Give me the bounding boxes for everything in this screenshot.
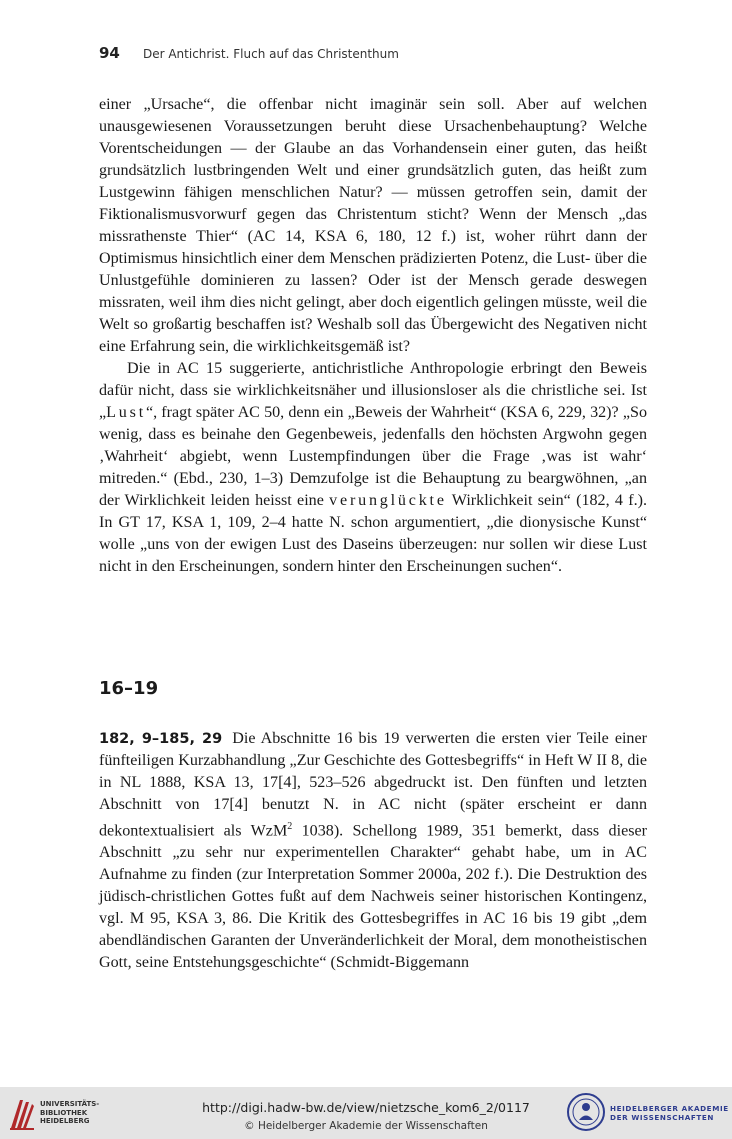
paragraph-2-part-c: Wirklichkeit sein“ (182, 4 f.). In GT 17, KSA 1, 109, 2–4 hatte N. schon argumentiert, „die dionysische Kunst“ wolle „uns von der ewigen Lust des Daseins überzeugen: nur sollen wir diese Lust nicht in den Erscheinungen, sondern hinter den Erscheinungen suchen“. xyxy=(99,492,647,575)
paragraph-2 xyxy=(99,358,647,578)
academy-logo[interactable] xyxy=(566,1092,729,1134)
source-url-link[interactable]: http://digi.hadw-bw.de/view/nietzsche_kom6_2/0117 xyxy=(202,1100,530,1115)
section-heading: 16–19 xyxy=(99,678,159,699)
edition-superscript: 2 xyxy=(287,821,293,832)
paragraph-1: einer „Ursache“, die offenbar nicht imaginär sein soll. Aber auf welchen unausgewiesenen Voraussetzungen beruht diese Ursachenbehauptung? Welche Vorentscheidungen — der Glaube an das Vorhandensein einer guten, das heißt grundsätzlich lustbringenden Welt und einer grundsätzlich guten, das heißt zum Lustgewinn fähigen menschlichen Natur? — müssen getroffen sein, damit der Fiktionalismusvorwurf gegen das Christentum sticht? Wenn der Mensch „das missrathenste Thier“ (AC 14, KSA 6, 180, 12 f.) ist, woher rührt dann der Optimismus hinsichtlich einer dem Menschen prädizierten Potenz, die Lust- über die Unlustgefühle dominieren zu lassen? Oder ist der Mensch gerade deswegen missraten, weil ihm dies nicht gelingt, aber doch eigentlich gelingen müsste, weil die Welt so großartig beschaffen ist? Weshalb soll das Übergewicht des Negativen nicht eine Erfahrung sein, die wirklichkeitsgemäß ist? xyxy=(99,96,647,355)
running-title: Der Antichrist. Fluch auf das Christenthum xyxy=(142,47,399,61)
page-header xyxy=(99,43,659,65)
paragraph-3 xyxy=(99,728,647,974)
footer-bar xyxy=(0,1087,732,1139)
academy-seal-icon xyxy=(566,1092,606,1132)
reference-lemma: 182, 9–185, 29 xyxy=(99,731,223,747)
page-number: 94 xyxy=(99,44,120,62)
main-text-top xyxy=(99,94,647,578)
main-text-bottom xyxy=(99,728,647,974)
emphasis-lust: Lust xyxy=(106,404,146,421)
paragraph-3-part-a: Die Abschnitte 16 bis 19 verwerten die ersten vier Teile einer fünfteiligen Kurzabhandlung „Zur Geschichte des Gottesbegriffs“ in Heft W II 8, die in NL 1888, KSA 13, 17[4], 523–526 abgedruckt ist. Den fünften und letzten Abschnitt von 17[4] benutzt N. in AC nicht (später erscheint er dann dekontextualisiert als WzM xyxy=(99,730,647,840)
emphasis-verunglueckte: verunglückte xyxy=(329,492,447,509)
library-name: UNIVERSITÄTS- BIBLIOTHEK HEIDELBERG xyxy=(40,1100,100,1125)
academy-name: HEIDELBERGER AKADEMIE DER WISSENSCHAFTEN xyxy=(610,1104,729,1122)
paragraph-2-part-b: “, fragt später AC 50, denn ein „Beweis der Wahrheit“ (KSA 6, 229, 32)? „So wenig, dass es beinahe den Gegenbeweis, jedenfalls den höchsten Argwohn gegen ‚Wahrheit‘ abgiebt, wenn Lustempfindungen über die Frage ‚was ist wahr‘ mitreden.“ (Ebd., 230, 1–3) Demzufolge ist die Behauptung zu beargwöhnen, „an der Wirklichkeit leiden heisst eine xyxy=(99,404,647,509)
copyright-notice: © Heidelberger Akademie der Wissenschaften xyxy=(244,1120,488,1132)
paragraph-2-part-a: Die in AC 15 suggerierte, antichristliche Anthropologie erbringt den Beweis dafür nicht, dass sie wirklichkeitsnäher und illusionsloser als die christliche sei. Ist „ xyxy=(99,360,647,421)
paragraph-3-part-b: 1038). Schellong 1989, 351 bemerkt, dass dieser Abschnitt „zu sehr nur experimentellen Charakter“ gehabt habe, um in AC Aufnahme zu finden (zur Interpretation Sommer 2000a, 202 f.). Die Destruktion des jüdisch-christlichen Gottes fußt auf dem Nachweis seiner historischen Kontingenz, vgl. M 95, KSA 3, 86. Die Kritik des Gottesbegriffes in AC 16 bis 19 gibt „dem abendländischen Garanten der Unveränderlichkeit der Moral, dem monotheistischen Gott, seine Entstehungsgeschichte“ (Schmidt-Biggemann xyxy=(99,822,647,972)
